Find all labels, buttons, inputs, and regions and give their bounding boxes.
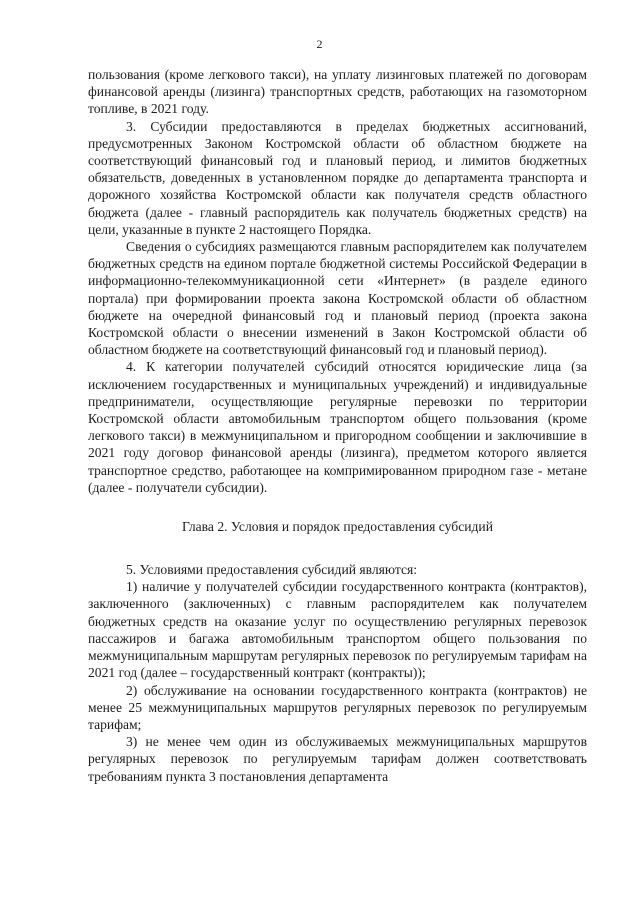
paragraph-5: 5. Условиями предоставления субсидий являются: [126, 562, 418, 578]
paragraph-4: 4. К категории получателей субсидий относятся юридические лица (за исключением государственных и муниципальных учреждений) и индивидуальные предприниматели, осуществляющие регулярные перевозки по территории Костромской области автомобильным транспортом общего пользования (кроме легкового такси) в межмуниципальном и пригородном сообщении и заключившие в 2021 году договор финансовой аренды (лизинга), предметом которого является транспортное средство, работающее на компримированном природном газе - метане (далее - получатели субсидии). [88, 359, 587, 495]
page-number: 2 [316, 37, 323, 51]
document-body [88, 66, 587, 785]
paragraph-5-2: 2) обслуживание на основании государственного контракта (контрактов) не менее 25 межмуниципальных маршрутов регулярных перевозок по регулируемым тарифам; [88, 682, 587, 732]
chapter-heading: Глава 2. Условия и порядок предоставления субсидий [182, 519, 493, 535]
paragraph-continuation: пользования (кроме легкового такси), на уплату лизинговых платежей по договорам финансовой аренды (лизинга) транспортных средств, работающих на газомоторном топливе, в 2021 году. [88, 67, 587, 117]
paragraph-5-3: 3) не менее чем один из обслуживаемых межмуниципальных маршрутов регулярных перевозок по регулируемым тарифам должен соответствовать требованиям пункта 3 постановления департамента [88, 734, 587, 784]
paragraph-3: 3. Субсидии предоставляются в пределах бюджетных ассигнований, предусмотренных Законом Костромской области об областном бюджете на соответствующий финансовый год и плановый период, и лимитов бюджетных обязательств, доведенных в установленном порядке до департамента транспорта и дорожного хозяйства Костромской области как получателя средств областного бюджета (далее - главный распорядитель как получатель бюджетных средств) на цели, указанные в пункте 2 настоящего Порядка. [88, 118, 587, 237]
paragraph-5-1: 1) наличие у получателей субсидии государственного контракта (контрактов), заключенного (заключенных) с главным распорядителем как получателем бюджетных средств на оказание услуг по осуществлению регулярных перевозок пассажиров и багажа автомобильным транспортом общего пользования по межмуниципальным маршрутам регулярных перевозок по регулируемым тарифам на 2021 год (далее – государственный контракт (контракты)); [88, 579, 587, 681]
paragraph-info: Сведения о субсидиях размещаются главным распорядителем как получателем бюджетных средств на едином портале бюджетной системы Российской Федерации в информационно-телекоммуникационной сети «Интернет» (в разделе единого портала) при формировании проекта закона Костромской области об областном бюджете на очередной финансовый год и плановый период (проекта закона Костромской области о внесении изменений в Закон Костромской области об областном бюджете на соответствующий финансовый год и плановый период). [88, 239, 587, 358]
